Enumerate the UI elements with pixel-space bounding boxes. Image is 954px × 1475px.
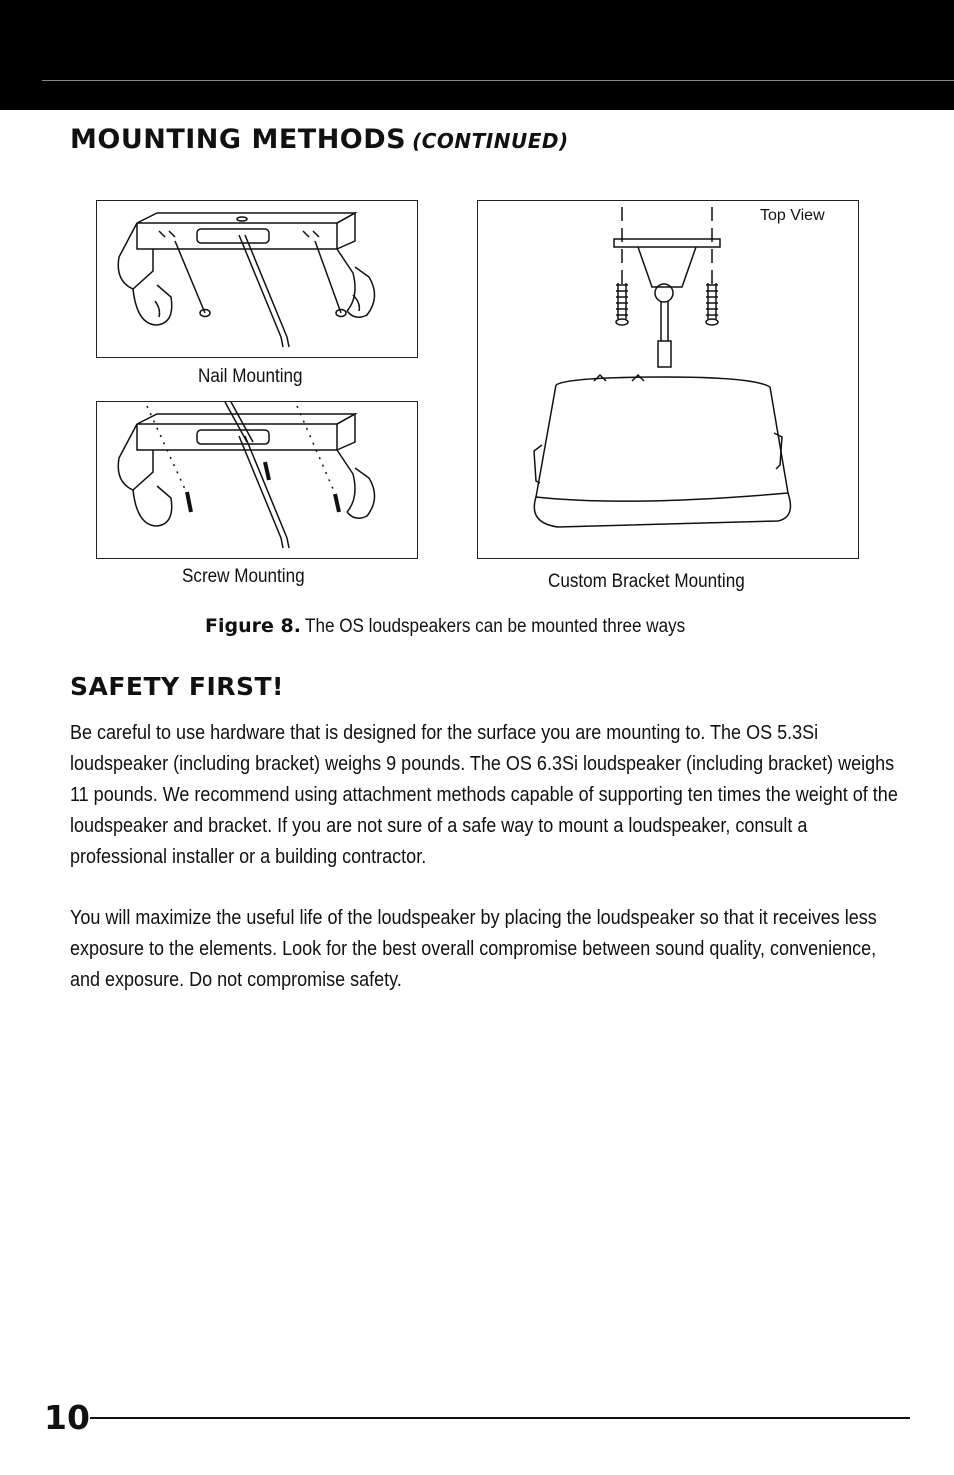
safety-paragraph-2: You will maximize the useful life of the loudspeaker by placing the loudspeaker so that it receives less exposure to the elements. Look for the best overall compromise between sound quality, convenience, and exposure. Do not compromise safety. [70,907,877,991]
screw-mounting-caption: Screw Mounting [182,566,305,587]
footer-rule [90,1417,910,1419]
custom-bracket-drawing [478,201,858,558]
figure-caption-text: The OS loudspeakers can be mounted three ways [304,616,686,637]
safety-heading: SAFETY FIRST! [70,672,284,701]
page-title [70,124,569,155]
bracket-nail-drawing [97,201,417,357]
screw-mounting-illustration [96,401,418,559]
header-rule [42,80,954,81]
top-view-label: Top View [760,207,825,224]
safety-paragraph-1: Be careful to use hardware that is designed for the surface you are mounting to. The OS 5.3Si loudspeaker (including bracket) weighs 9 pounds. The OS 6.3Si loudspeaker (including bracket) weighs 11 pounds. We recommend using attachment methods capable of supporting ten times the weight of the loudspeaker and bracket. If you are not sure of a safe way to mount a loudspeaker, consult a professional installer or a building contractor. [70,722,898,868]
title-main: MOUNTING METHODS [70,124,407,155]
nail-mounting-caption: Nail Mounting [198,366,303,387]
custom-bracket-illustration [477,200,859,559]
page-number: 10 [44,1398,90,1437]
title-continued: (CONTINUED) [412,129,569,153]
bracket-screw-drawing [97,402,417,558]
nail-mounting-illustration [96,200,418,358]
custom-bracket-caption: Custom Bracket Mounting [548,571,745,592]
figure-caption [205,615,727,638]
header-bar [0,0,954,110]
figure-label: Figure 8. [205,615,301,637]
